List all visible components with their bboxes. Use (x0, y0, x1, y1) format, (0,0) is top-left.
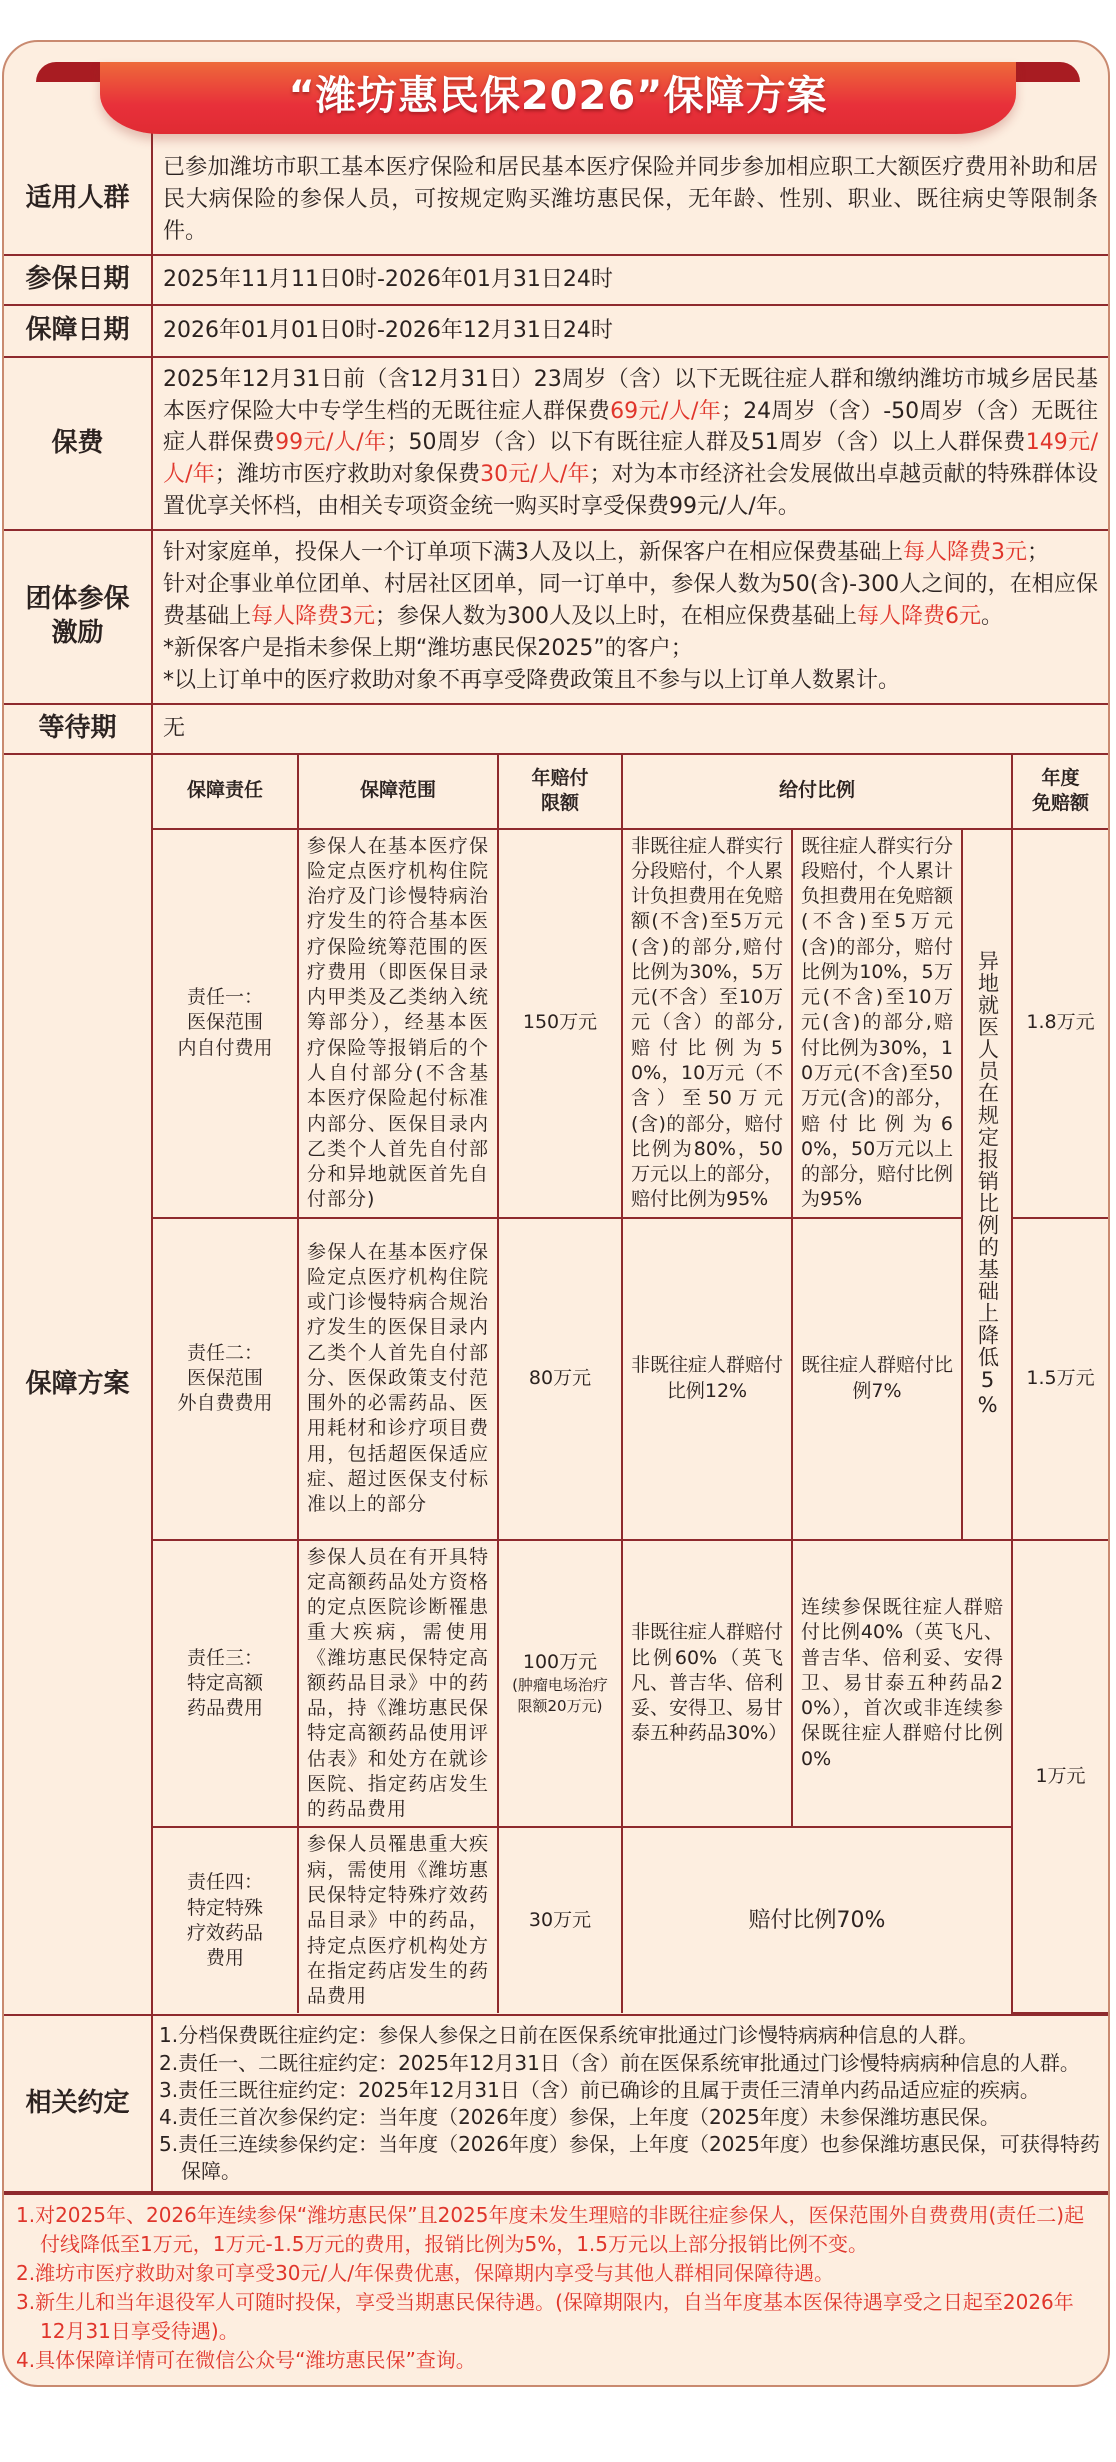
enroll-date-value: 2025年11月11日0时-2026年01月31日24时 (152, 255, 1108, 305)
benefit-2-name-line3: 外自费费用 (177, 1392, 273, 1415)
footnotes (4, 2193, 1108, 2385)
title-banner (0, 40, 1116, 140)
header-deductible (1012, 755, 1108, 829)
agreements-list (152, 2015, 1108, 2192)
row-premium (4, 357, 1108, 530)
benefit-4-name-line1: 责任四： (186, 1871, 263, 1894)
benefit-2-limit: 80万元 (498, 1218, 622, 1540)
benefit-1-name-line1: 责任一： (186, 986, 263, 1009)
coverage-date-label: 保障日期 (4, 305, 152, 357)
benefit-2-name-line1: 责任二： (186, 1341, 263, 1364)
benefit-1-limit: 150万元 (498, 829, 622, 1218)
premium-text-4: ；潍坊市医疗救助对象保费 (214, 462, 481, 488)
benefit-4-name (153, 1827, 298, 2013)
benefit-4-limit: 30万元 (498, 1827, 622, 2013)
benefit-1-deductible: 1.8万元 (1012, 829, 1108, 1218)
benefit-header-row (153, 755, 1108, 829)
waiting-label: 等待期 (4, 704, 152, 754)
premium-price-aid: 30元/人/年 (480, 462, 590, 488)
premium-price-standard: 99元/人/年 (275, 430, 387, 456)
page-title: “潍坊惠民保2026”保障方案 (288, 73, 828, 119)
benefit-3-ratio-healthy: 非既往症人群赔付比例60%（英飞凡、普吉华、倍利妥、安得卫、易甘泰五种药品30%） (622, 1540, 792, 1828)
group-note-1: *新保客户是指未参保上期“潍坊惠民保2025”的客户； (163, 635, 693, 661)
benefit-row-3 (153, 1540, 1108, 1828)
premium-text (152, 357, 1108, 530)
benefit-1-scope: 参保人在基本医疗保险定点医疗机构住院治疗及门诊慢特病治疗发生的符合基本医疗保险统筹范围的医疗费用（即医保目录内甲类及乙类纳入统筹部分），经基本医疗保险等报销后的个人自付部分(不含基本医疗保险起付标准内部分、医保目录内乙类个人首先自付部分和异地就医首先自付部分) (298, 829, 498, 1218)
premium-text-2: ；24周岁（含）-50周岁（含）无既往症人群保费 (163, 398, 1098, 456)
benefit-row-1 (153, 829, 1108, 1218)
group-corp-text: 针对企事业单位团单、村居社区团单，同一订单中，参保人数为50(含)-300人之间的，在相应保费基础上 (163, 572, 1098, 629)
agreements-label: 相关约定 (4, 2015, 152, 2192)
offsite-note: 异地就医人员在规定报销比例的基础上降低5% (975, 950, 1000, 1419)
group-corp-discount-1: 每人降费3元 (251, 603, 376, 629)
group-family-text: 针对家庭单，投保人一个订单项下满3人及以上，新保客户在相应保费基础上 (163, 540, 903, 566)
benefit-2-scope: 参保人在基本医疗保险定点医疗机构住院或门诊慢特病合规治疗发生的医保目录内乙类个人首先自付部分、医保政策支付范围外的必需药品、医用耗材和诊疗项目费用，包括超医保适应症、超过医保支付标准以上的部分 (298, 1218, 498, 1540)
row-group (4, 530, 1108, 703)
benefit-4-name-line2: 特定特殊 (186, 1896, 263, 1919)
group-text (152, 530, 1108, 703)
row-waiting (4, 704, 1108, 754)
benefit-4-name-line3: 疗效药品 (186, 1921, 263, 1944)
header-limit-line2: 限额 (540, 792, 579, 815)
footnote-3: 3.新生儿和当年退役军人可随时投保，享受当期惠民保待遇。(保障期限内，自当年度基本医保待遇享受之日起至2026年12月31日享受待遇)。 (16, 2290, 1074, 2344)
group-label-line2: 激励 (51, 617, 104, 648)
agreement-item-5: 5.责任三连续参保约定：当年度（2026年度）参保，上年度（2025年度）也参保潍坊惠民保，可获得特药保障。 (159, 2132, 1100, 2184)
agreement-item-4: 4.责任三首次参保约定：当年度（2026年度）参保，上年度（2025年度）未参保潍坊惠民保。 (159, 2104, 1000, 2129)
group-corp-end: 。 (981, 603, 1004, 629)
benefit-2-name (153, 1218, 298, 1540)
row-plan (4, 754, 1108, 2016)
group-family (163, 537, 1098, 569)
footnote-2: 2.潍坊市医疗救助对象可享受30元/人/年保费优惠，保障期内享受与其他人群相同保障待遇。 (16, 2261, 835, 2286)
benefit-4-ratio: 赔付比例70% (622, 1827, 1012, 2013)
header-deductible-line2: 免赔额 (1032, 792, 1090, 815)
eligible-text: 已参加潍坊市职工基本医疗保险和居民基本医疗保险并同步参加相应职工大额医疗费用补助和居民大病保险的参保人员，可按规定购买潍坊惠民保，无年龄、性别、职业、既往病史等限制条件。 (152, 92, 1108, 255)
group-label (4, 530, 152, 703)
agreement-item-3: 3.责任三既往症约定：2025年12月31日（含）前已确诊的且属于责任三清单内药品适应症的疾病。 (159, 2077, 1040, 2102)
benefit-4-scope: 参保人员罹患重大疾病，需使用《潍坊惠民保特定特殊疗效药品目录》中的药品，持定点医疗机构处方在指定药店发生的药品费用 (298, 1827, 498, 2013)
benefit-1-name-line2: 医保范围 (186, 1011, 263, 1034)
benefit-3-ratio-preexisting: 连续参保既往症人群赔付比例40%（英飞凡、普吉华、倍利妥、安得卫、易甘泰五种药品20%），首次或非连续参保既往症人群赔付比例0% (792, 1540, 1012, 1828)
eligible-label: 适用人群 (4, 92, 152, 255)
group-corp (163, 569, 1098, 633)
benefit-row-4 (153, 1827, 1108, 2013)
premium-text-5: ；对为本市经济社会发展做出卓越贡献的特殊群体设置优享关怀档，由相关专项资金统一购买时享受保费99元/人/年。 (163, 462, 1098, 520)
enroll-date-label: 参保日期 (4, 255, 152, 305)
plan-cell (152, 754, 1108, 2016)
premium-text-1: 2025年12月31日前（含12月31日）23周岁（含）以下无既往症人群和缴纳潍坊市城乡居民基本医疗保险大中专学生档的无既往症人群保费 (163, 366, 1098, 424)
group-corp-discount-2: 每人降费6元 (857, 603, 982, 629)
premium-price-elder: 149元/人/年 (163, 430, 1098, 488)
benefit-3-name-line3: 药品费用 (186, 1697, 263, 1720)
premium-price-young: 69元/人/年 (610, 398, 722, 424)
plan-label: 保障方案 (4, 754, 152, 2016)
benefit-4-name-line4: 费用 (205, 1947, 244, 1970)
header-limit (498, 755, 622, 829)
benefit-3-name-line2: 特定高额 (186, 1671, 263, 1694)
row-coverage-date (4, 305, 1108, 357)
benefit-table (153, 755, 1108, 2015)
group-family-end: ； (1027, 540, 1050, 566)
benefit-3-limit-value: 100万元 (522, 1650, 598, 1673)
benefit-3-name (153, 1540, 298, 1828)
header-ratio: 给付比例 (622, 755, 1012, 829)
group-corp-mid: ；参保人数为300人及以上时，在相应保费基础上 (375, 603, 858, 629)
benefit-3-4-deductible: 1万元 (1012, 1540, 1108, 2014)
agreement-item-2: 2.责任一、二既往症约定：2025年12月31日（含）前在医保系统审批通过门诊慢特病病种信息的人群。 (159, 2050, 1080, 2075)
benefit-3-limit (498, 1540, 622, 1828)
benefit-1-name (153, 829, 298, 1218)
plan-card (2, 40, 1110, 2387)
benefit-2-name-line2: 医保范围 (186, 1366, 263, 1389)
benefit-3-scope: 参保人员在有开具特定高额药品处方资格的定点医院诊断罹患重大疾病，需使用《潍坊惠民保特定高额药品目录》中的药品，持《潍坊惠民保特定高额药品使用评估表》和处方在就诊医院、指定药店发生的药品费用 (298, 1540, 498, 1828)
group-family-discount: 每人降费3元 (903, 540, 1027, 566)
header-scope: 保障范围 (298, 755, 498, 829)
header-deductible-line1: 年度 (1041, 766, 1080, 789)
premium-label: 保费 (4, 357, 152, 530)
footnote-1: 1.对2025年、2026年连续参保“潍坊惠民保”且2025年度未发生理赔的非既往症参保人，医保范围外自费费用(责任二)起付线降低至1万元，1万元-1.5万元的费用，报销比例为5%，1.5万元以上部分报销比例不变。 (16, 2203, 1085, 2257)
footnote-4: 4.具体保障详情可在微信公众号“潍坊惠民保”查询。 (16, 2348, 476, 2373)
waiting-value: 无 (152, 704, 1108, 754)
benefit-1-ratio-preexisting: 既往症人群实行分段赔付，个人累计负担费用在免赔额(不含)至5万元(含)的部分，赔付比例为10%，5万元(不含)至10万元(含)的部分,赔付比例为30%，10万元(不含)至50万元(含)的部分，赔付比例为60%，50万元以上的部分，赔付比例为95% (792, 829, 962, 1218)
row-enroll-date (4, 255, 1108, 305)
group-note-2: *以上订单中的医疗救助对象不再享受降费政策且不参与以上订单人数累计。 (163, 667, 901, 693)
benefit-3-limit-note: (肿瘤电场治疗限额20万元) (512, 1676, 608, 1716)
header-responsibility: 保障责任 (153, 755, 298, 829)
row-agreements (4, 2015, 1108, 2192)
coverage-date-value: 2026年01月01日0时-2026年12月31日24时 (152, 305, 1108, 357)
benefit-3-name-line1: 责任三： (186, 1646, 263, 1669)
header-limit-line1: 年赔付 (531, 766, 589, 789)
group-label-line1: 团体参保 (25, 584, 130, 615)
benefit-1-name-line3: 内自付费用 (177, 1036, 273, 1059)
premium-text-3: ；50周岁（含）以下有既往症人群及51周岁（含）以上人群保费 (386, 430, 1026, 456)
benefit-1-ratio-healthy: 非既往症人群实行分段赔付，个人累计负担费用在免赔额(不含)至5万元(含)的部分,赔付比例为30%，5万元(不含）至10万元（含）的部分,赔付比例为50%，10万元（不含）至50万元(含)的部分，赔付比例为80%，50万元以上的部分，赔付比例为95% (622, 829, 792, 1218)
plan-table (4, 92, 1108, 2193)
benefit-2-ratio-healthy: 非既往症人群赔付比例12% (622, 1218, 792, 1540)
offsite-note-cell (962, 829, 1012, 1540)
agreement-item-1: 1.分档保费既往症约定：参保人参保之日前在医保系统审批通过门诊慢特病病种信息的人群。 (159, 2023, 979, 2048)
benefit-2-ratio-preexisting: 既往症人群赔付比例7% (792, 1218, 962, 1540)
benefit-2-deductible: 1.5万元 (1012, 1218, 1108, 1540)
